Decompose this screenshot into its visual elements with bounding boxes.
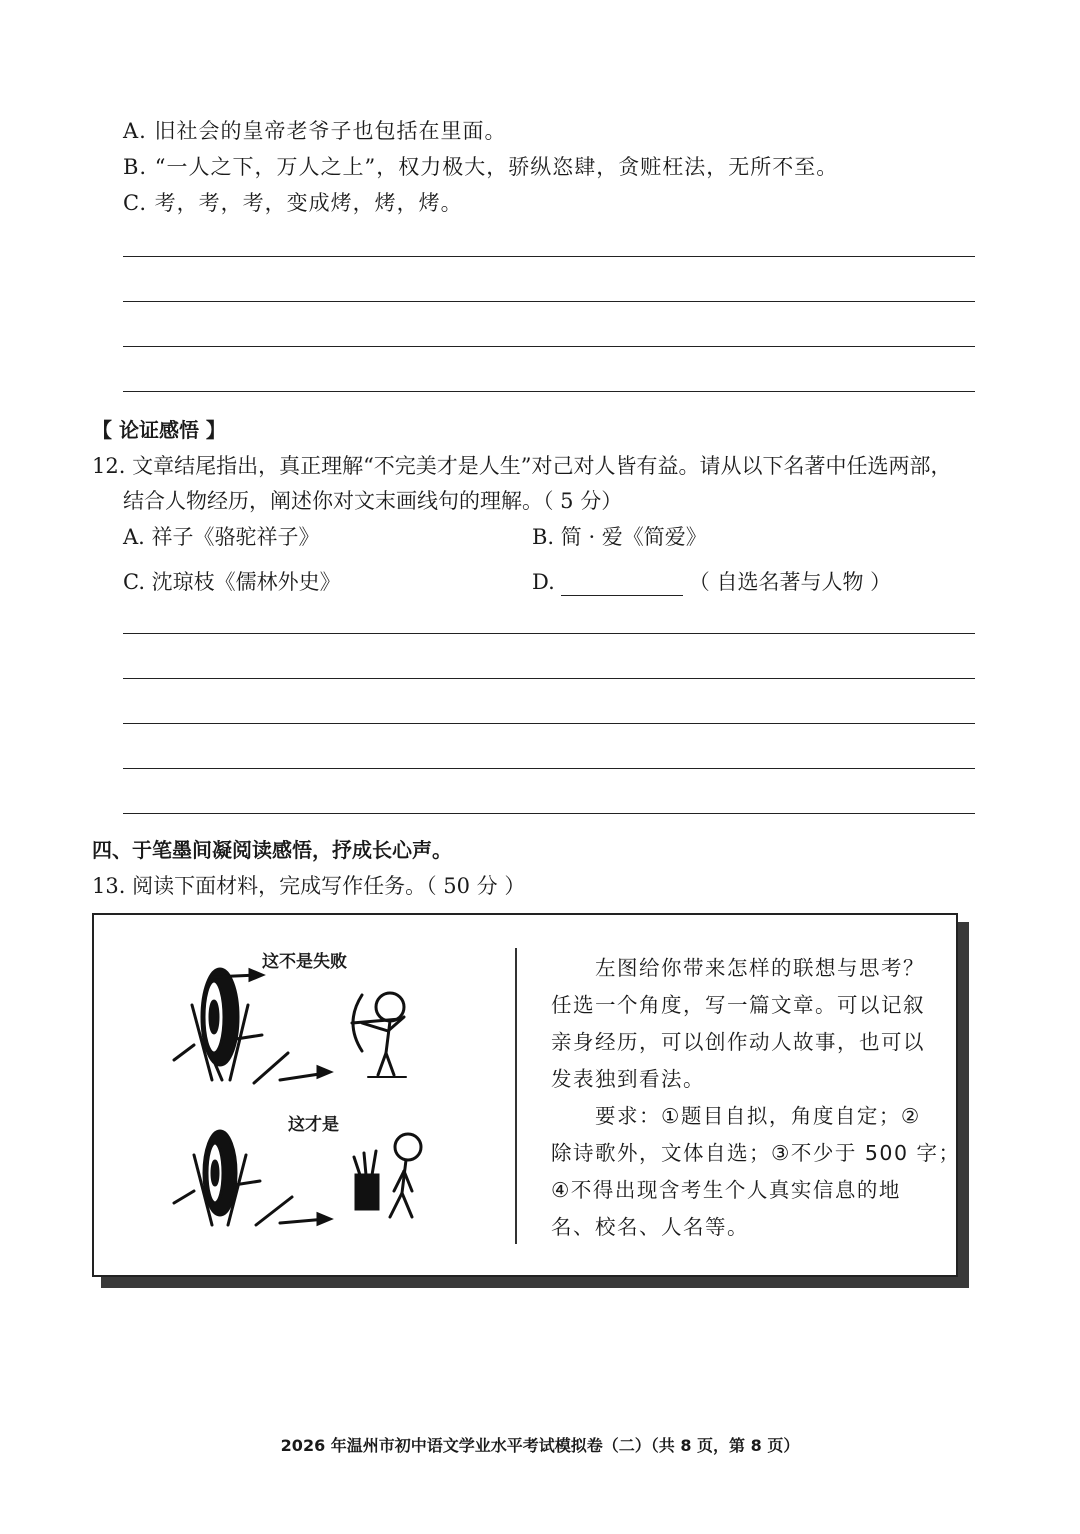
- option-c-text: C. 考，考，考，变成烤，烤，烤。: [123, 191, 463, 215]
- question-13-title: 13. 阅读下面材料，完成写作任务。（ 50 分 ）: [92, 874, 526, 898]
- question-12-option-b: B. 简 · 爱《简爱》: [532, 525, 707, 549]
- requirement-line: 要求：①题目自拟，角度自定；②: [595, 1104, 921, 1128]
- section-heading-argument: 【 论证感悟 】: [92, 418, 226, 442]
- cartoon-illustration: [150, 935, 500, 1245]
- answer-line[interactable]: [123, 723, 975, 724]
- cartoon-caption-bottom: 这才是: [288, 1115, 339, 1135]
- requirement-line: 名、校名、人名等。: [551, 1215, 749, 1239]
- question-12-option-d: [532, 566, 891, 596]
- section-4-heading: 四、于笔墨间凝阅读感悟，抒成长心声。: [92, 838, 452, 862]
- answer-line[interactable]: [123, 301, 975, 302]
- question-12-line2: 结合人物经历，阐述你对文末画线句的理解。（ 5 分）: [123, 489, 623, 513]
- prompt-line: 亲身经历，可以创作动人故事，也可以: [551, 1030, 925, 1054]
- option-d-note: （ 自选名著与人物 ）: [688, 570, 892, 594]
- prompt-line: 任选一个角度，写一篇文章。可以记叙: [551, 993, 925, 1017]
- answer-line[interactable]: [123, 633, 975, 634]
- option-d-label: D.: [532, 570, 555, 594]
- answer-line[interactable]: [123, 768, 975, 769]
- target-icon: [194, 1131, 246, 1225]
- option-a-text: A. 旧社会的皇帝老爷子也包括在里面。: [123, 119, 507, 143]
- requirement-line: ④不得出现含考生个人真实信息的地: [551, 1178, 901, 1202]
- option-b-text: B. “一人之下，万人之上”，权力极大，骄纵恣肆，贪赃枉法，无所不至。: [123, 155, 839, 179]
- option-d-blank[interactable]: [561, 577, 683, 596]
- answer-line[interactable]: [123, 346, 975, 347]
- question-12-line1: 12. 文章结尾指出，真正理解“不完美才是人生”对己对人皆有益。请从以下名著中任选两部，: [92, 454, 952, 478]
- requirement-line: 除诗歌外，文体自选；③不少于 500 字；: [551, 1141, 961, 1165]
- box-divider: [515, 948, 517, 1244]
- target-icon: [192, 969, 248, 1080]
- answer-line[interactable]: [123, 391, 975, 392]
- answer-line[interactable]: [123, 256, 975, 257]
- answer-line[interactable]: [123, 813, 975, 814]
- question-12-option-a: A. 祥子《骆驼祥子》: [123, 525, 320, 549]
- answer-line[interactable]: [123, 678, 975, 679]
- question-12-option-c: C. 沈琼枝《儒林外史》: [123, 570, 341, 594]
- page-footer: 2026 年温州市初中语文学业水平考试模拟卷（二）（共 8 页，第 8 页）: [280, 1436, 800, 1455]
- prompt-line: 发表独到看法。: [551, 1067, 705, 1091]
- prompt-line: 左图给你带来怎样的联想与思考？: [595, 956, 925, 980]
- cartoon-caption-top: 这不是失败: [262, 952, 347, 972]
